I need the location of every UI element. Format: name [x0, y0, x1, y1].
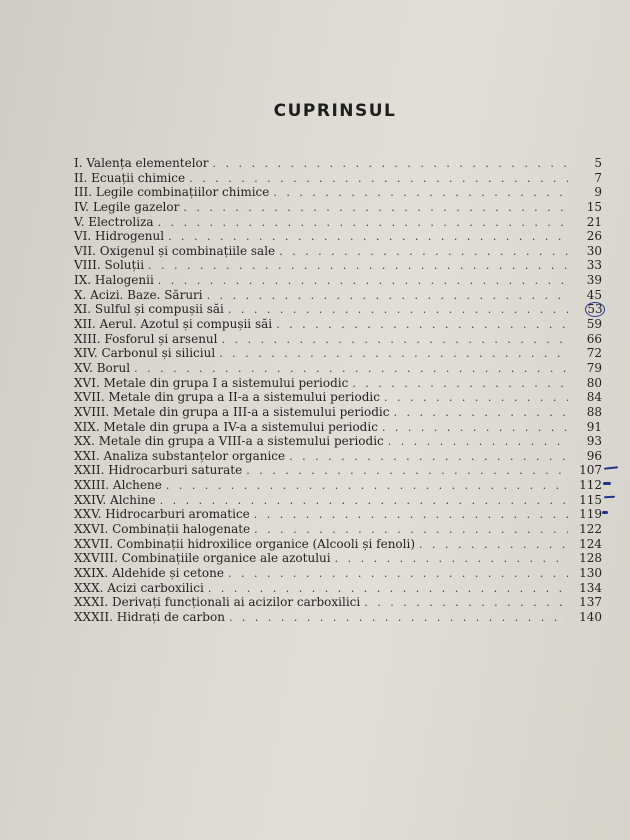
toc-entry-title: XXIV. Alchine: [74, 492, 156, 507]
dot-leader: [158, 274, 568, 289]
dot-leader: [168, 230, 568, 245]
toc-entry: [74, 244, 602, 259]
toc-page-number: 140: [579, 609, 602, 624]
dot-leader: [382, 421, 568, 436]
dot-leader: [148, 259, 568, 274]
toc-entry-title: XX. Metale din grupa a VIII-a a sistemului periodic: [74, 434, 384, 449]
pen-dash-mark: [603, 482, 611, 485]
toc-page-number: 9: [594, 185, 602, 200]
toc-entry-title: XVII. Metale din grupa a II-a a sistemului periodic: [74, 390, 380, 405]
toc-entry-title: XXXII. Hidrați de carbon: [74, 609, 225, 624]
toc-entry-title: XIII. Fosforul și arsenul: [74, 331, 218, 346]
dot-leader: [419, 538, 568, 553]
pen-dash-mark: [604, 466, 618, 469]
pen-dash-mark: [602, 511, 608, 514]
toc-entry: [74, 434, 602, 449]
toc-entry-title: VI. Hidrogenul: [74, 229, 165, 244]
toc-entry: [74, 390, 602, 405]
toc-entry-title: I. Valența elementelor: [74, 156, 209, 170]
dot-leader: [189, 172, 568, 187]
toc-page-number: 33: [586, 258, 602, 273]
toc-page-number: [568, 302, 602, 317]
toc-entry-title: XXII. Hidrocarburi saturate: [74, 463, 243, 478]
toc-entry-title: IX. Halogenii: [74, 273, 154, 288]
toc-entry-title: XXX. Acizi carboxilici: [74, 580, 204, 595]
toc-page-number: 124: [579, 536, 602, 551]
toc-entry: [74, 200, 602, 215]
toc-page-number: 39: [586, 273, 602, 288]
toc-entry-title: XXI. Analiza substanțelor organice: [74, 448, 286, 463]
dot-leader: [160, 494, 568, 509]
dot-leader: [213, 157, 568, 172]
toc-page-number: 84: [586, 390, 602, 405]
toc-page-number: 79: [586, 360, 602, 375]
toc-entry-title: XXIX. Aldehide și cetone: [74, 565, 224, 580]
dot-leader: [384, 391, 568, 406]
toc-entry: [74, 185, 602, 200]
toc-entry: [74, 302, 602, 317]
toc-page-number: 93: [586, 434, 602, 449]
toc-entry: [74, 332, 602, 347]
toc-entry: [74, 346, 602, 361]
toc-page-number: 72: [586, 346, 602, 361]
toc-entry-title: VII. Oxigenul și combinațiile sale: [74, 243, 276, 258]
toc-entry: [74, 566, 602, 581]
toc-entry: [74, 610, 602, 625]
toc-entry: [74, 171, 602, 186]
toc-entry: [74, 551, 602, 566]
toc-entry: [74, 317, 602, 332]
dot-leader: [208, 582, 568, 597]
toc-page-number: 88: [586, 404, 602, 419]
toc-entry-title: XXIII. Alchene: [74, 478, 162, 493]
toc-page-number: 80: [586, 375, 602, 390]
toc-entry-title: XXVIII. Combinațiile organice ale azotului: [74, 551, 331, 566]
toc-entry: [74, 258, 602, 273]
toc-entry: [74, 522, 602, 537]
dot-leader: [273, 186, 568, 201]
toc-entry-title: XXVI. Combinații halogenate: [74, 522, 251, 537]
toc-entry: [74, 449, 602, 464]
toc-page-number: 66: [586, 331, 602, 346]
dot-leader: [335, 552, 568, 567]
toc-page-number: 5: [594, 156, 602, 170]
toc-entry-title: XXXI. Derivați funcționali ai acizilor carboxilici: [74, 595, 361, 610]
dot-leader: [276, 318, 568, 333]
toc-page-number: 115: [579, 492, 602, 507]
dot-leader: [158, 216, 568, 231]
toc-entry-title: XI. Sulful și compușii săi: [74, 302, 224, 317]
toc-entry-title: IV. Legile gazelor: [74, 199, 180, 214]
toc-entry: [74, 273, 602, 288]
toc-page-number: 128: [579, 551, 602, 566]
toc-entry: [74, 537, 602, 552]
toc-page-number: 15: [586, 199, 602, 214]
toc-entry-title: XVIII. Metale din grupa a III-a a sistemului periodic: [74, 404, 390, 419]
toc-entry-title: X. Acizi. Baze. Săruri: [74, 287, 203, 302]
toc-entry: [74, 376, 602, 391]
toc-page-number: 134: [579, 580, 602, 595]
toc-entry: [74, 463, 602, 478]
toc-page-number: 21: [586, 214, 602, 229]
toc-page-number: 112: [579, 478, 602, 493]
toc-entry-title: XXV. Hidrocarburi aromatice: [74, 507, 250, 522]
table-of-contents: [74, 156, 602, 625]
dot-leader: [279, 245, 568, 260]
toc-entry: [74, 478, 602, 493]
dot-leader: [364, 596, 568, 611]
dot-leader: [388, 435, 568, 450]
toc-page-number: 130: [579, 565, 602, 580]
page-title: CUPRINSUL: [273, 101, 397, 121]
dot-leader: [289, 450, 568, 465]
dot-leader: [229, 611, 568, 626]
toc-page-number: 59: [586, 317, 602, 332]
toc-entry: [74, 156, 602, 171]
toc-entry-title: XXVII. Combinații hidroxilice organice (Alcooli și fenoli): [74, 536, 415, 551]
toc-page-number: 107: [579, 463, 602, 478]
dot-leader: [134, 362, 568, 377]
toc-entry: [74, 215, 602, 230]
toc-page-number: 45: [586, 287, 602, 302]
toc-page-number: 30: [586, 243, 602, 258]
toc-entry-title: XIV. Carbonul și siliciul: [74, 346, 216, 361]
toc-entry-title: VIII. Soluții: [74, 258, 145, 273]
dot-leader: [166, 479, 568, 494]
toc-entry: [74, 595, 602, 610]
toc-page-number: 119: [579, 507, 602, 522]
dot-leader: [254, 508, 568, 523]
pen-circled-page-number: 53: [585, 302, 605, 317]
toc-entry-title: XV. Borul: [74, 360, 131, 375]
toc-entry: [74, 405, 602, 420]
dot-leader: [219, 347, 568, 362]
dot-leader: [221, 333, 568, 348]
dot-leader: [183, 201, 568, 216]
toc-entry: [74, 420, 602, 435]
toc-entry: [74, 493, 602, 508]
toc-page-number: 26: [586, 229, 602, 244]
toc-entry-title: XIX. Metale din grupa a IV-a a sistemului periodic: [74, 419, 378, 434]
dot-leader: [207, 289, 568, 304]
dot-leader: [228, 567, 568, 582]
toc-entry-title: III. Legile combinațiilor chimice: [74, 185, 270, 200]
toc-entry: [74, 581, 602, 596]
toc-entry-title: XII. Aerul. Azotul și compușii săi: [74, 317, 273, 332]
toc-entry-title: II. Ecuații chimice: [74, 170, 186, 185]
toc-page-number: 96: [586, 448, 602, 463]
toc-entry-title: V. Electroliza: [74, 214, 154, 229]
toc-page-number: 91: [586, 419, 602, 434]
pen-dash-mark: [604, 496, 615, 499]
toc-entry: [74, 507, 602, 522]
toc-entry-title: XVI. Metale din grupa I a sistemului periodic: [74, 375, 349, 390]
dot-leader: [352, 377, 568, 392]
toc-page-number: 122: [579, 522, 602, 537]
toc-entry: [74, 361, 602, 376]
toc-entry: [74, 288, 602, 303]
dot-leader: [254, 523, 568, 538]
toc-page-number: 137: [579, 595, 602, 610]
toc-entry: [74, 229, 602, 244]
toc-page-number: 7: [594, 170, 602, 185]
dot-leader: [393, 406, 568, 421]
dot-leader: [246, 464, 568, 479]
dot-leader: [228, 303, 568, 318]
